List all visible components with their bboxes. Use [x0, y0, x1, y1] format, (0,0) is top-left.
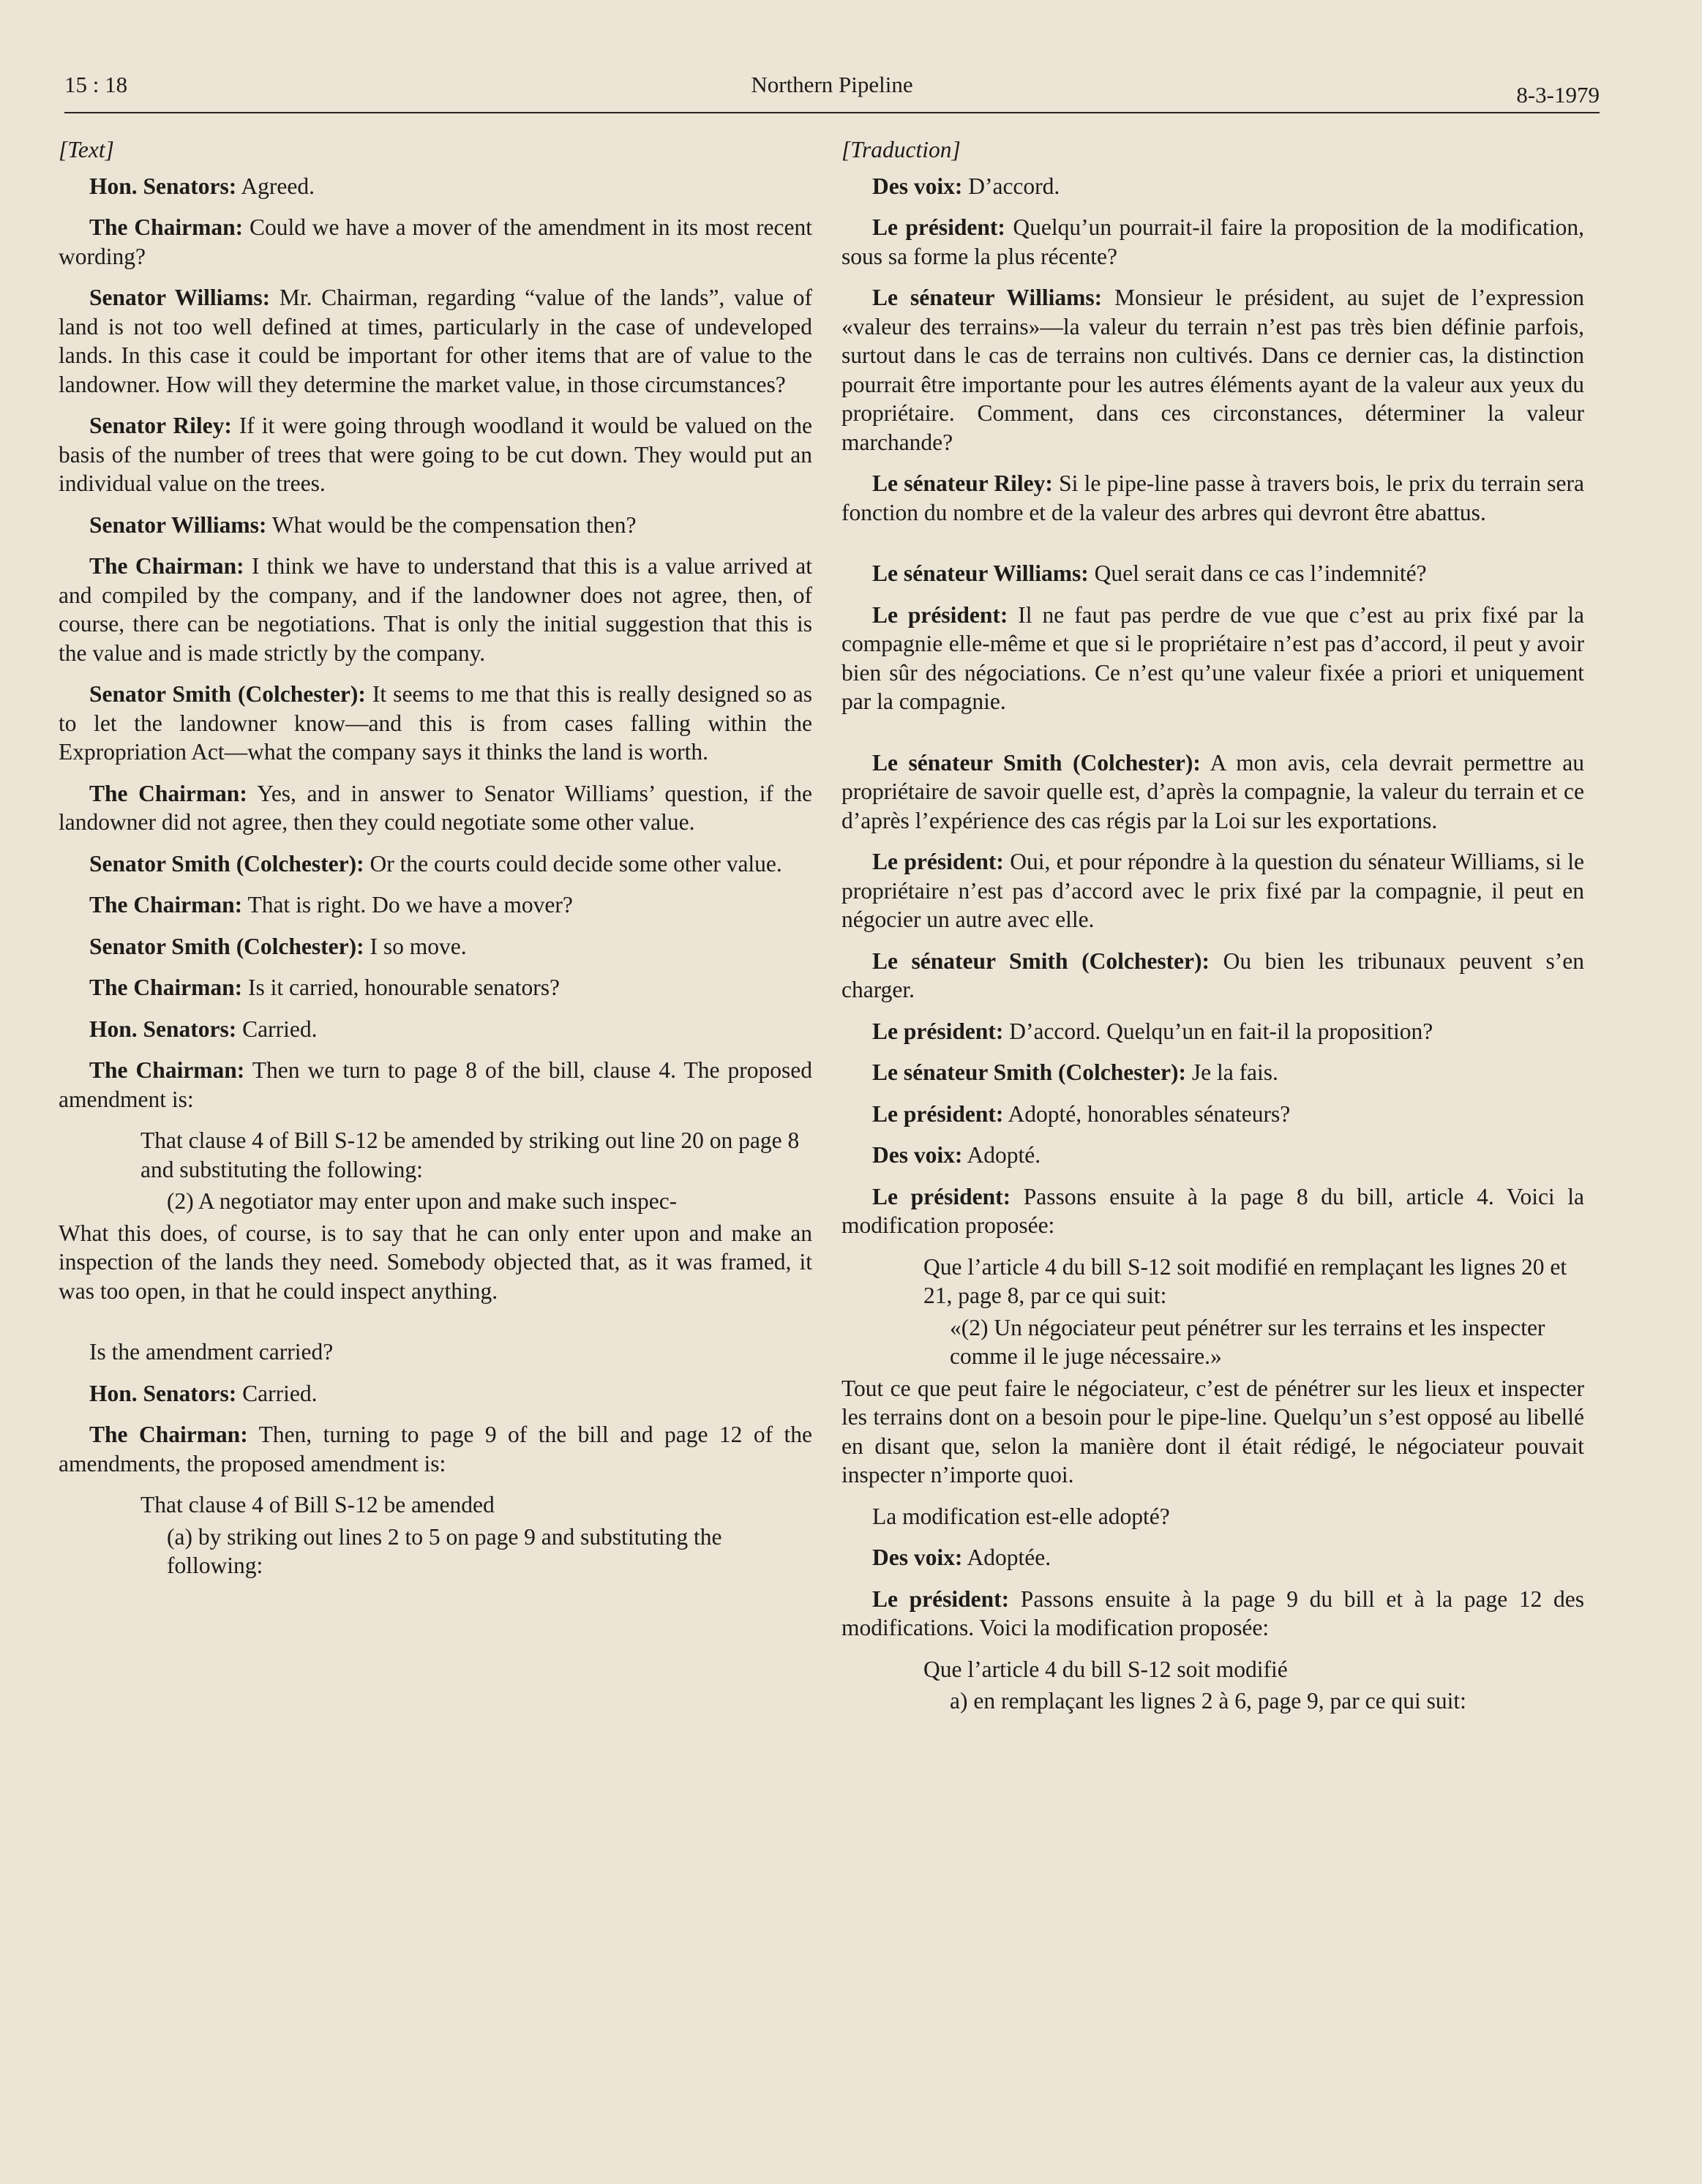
speech	[59, 511, 812, 540]
speaker: Le président:	[872, 214, 1005, 240]
speech	[59, 680, 812, 767]
speaker: Le président:	[872, 601, 1008, 628]
speech-text: Or the courts could decide some other value.	[370, 850, 782, 877]
speaker: The Chairman:	[89, 975, 243, 1000]
speaker: Senator Williams:	[89, 511, 267, 538]
speech-text: Carried.	[242, 1380, 318, 1406]
speech	[59, 779, 812, 837]
speech-text: Carried.	[242, 1016, 318, 1042]
speech	[841, 1058, 1584, 1087]
speech-text: Agreed.	[241, 173, 315, 199]
amendment-quote: Que l’article 4 du bill S-12 soit modifié en remplaçant les lignes 20 et 21, page 8, par ce qui suit:	[923, 1253, 1567, 1308]
running-title: Northern Pipeline	[751, 72, 913, 97]
speech-text: I so move.	[370, 933, 467, 959]
speaker: Le président:	[872, 1100, 1004, 1127]
speech-text: Could we have a mover of the amendment in its most recent wording?	[59, 214, 812, 269]
speaker: Le président:	[872, 849, 1004, 874]
page-number: 15 : 18	[64, 72, 128, 97]
speech-text: Adoptée.	[967, 1545, 1051, 1570]
speech-text: Yes, and in answer to Senator Williams’ question, if the landowner did not agree, then they could negotiate some other value.	[59, 780, 812, 835]
sitting-date: 8-3-1979	[1516, 82, 1600, 108]
speech-text: If it were going through woodland it would be valued on the basis of the number of trees that were going to be cut down. They would put an individual value on the trees.	[59, 413, 812, 496]
speech-text: Then we turn to page 8 of the bill, clause 4. The proposed amendment is:	[59, 1057, 813, 1112]
speaker: The Chairman:	[89, 553, 244, 579]
speech-text: Adopté.	[967, 1142, 1041, 1168]
amendment-quote: That clause 4 of Bill S-12 be amended by striking out line 20 on page 8 and substituting the following:	[140, 1127, 800, 1182]
speaker: Le sénateur Smith (Colchester):	[872, 947, 1210, 974]
speech	[59, 1379, 812, 1408]
speech	[59, 849, 812, 879]
speech	[841, 1182, 1584, 1240]
speech	[841, 172, 1584, 201]
speech	[59, 552, 812, 667]
speech	[59, 172, 812, 201]
speech	[59, 411, 812, 498]
speaker: Senator Smith (Colchester):	[89, 681, 366, 707]
speech-text: Il ne faut pas perdre de vue que c’est au prix fixé par la compagnie elle-même et que si le propriétaire n’est pas d’accord, il peut y avoir bien sûr des négociations. Ce n’est qu’une valeur fixée a priori et uniquement par la compagnie.	[841, 601, 1584, 714]
speaker: The Chairman:	[89, 1422, 248, 1447]
speech	[59, 1420, 812, 1478]
speech	[841, 1141, 1584, 1170]
amendment-subclause: (2) A negotiator may enter upon and make such inspec-	[167, 1188, 678, 1214]
speech	[841, 1543, 1584, 1572]
speaker: Le sénateur Williams:	[872, 285, 1103, 310]
speech-text: Monsieur le président, au sujet de l’expression «valeur des terrains»—la valeur du terrain n’est pas très bien définie parfois, surtout dans le cas de terrains non cultivés. Dans ce dernier cas, la distinction pourrait être importante pour les autres éléments ayant de la valeur aux yeux du propriétaire. Comment, dans ces circonstances, déterminer la valeur marchande?	[841, 285, 1585, 455]
speech	[841, 847, 1584, 934]
speaker: Hon. Senators:	[89, 1016, 237, 1042]
speaker: Senator Smith (Colchester):	[89, 850, 364, 877]
speech-text: Passons ensuite à la page 8 du bill, article 4. Voici la modification proposée:	[841, 1183, 1585, 1238]
speaker: Le président:	[872, 1018, 1004, 1044]
speech	[59, 973, 812, 1002]
speaker: Le sénateur Smith (Colchester):	[872, 1059, 1186, 1085]
speaker: Senator Smith (Colchester):	[89, 933, 364, 959]
speech-text: I think we have to understand that this is a value arrived at and compiled by the company, and if the landowner does not agree, then, of course, there can be negotiations. That is only the initial suggestion that this is the value and is made strictly by the company.	[59, 553, 813, 666]
page-header	[64, 67, 1600, 111]
speech	[841, 947, 1584, 1005]
speech	[841, 283, 1584, 457]
speaker: Le sénateur Smith (Colchester):	[872, 749, 1201, 776]
speech-text: Passons ensuite à la page 9 du bill et à la page 12 des modifications. Voici la modification proposée:	[841, 1586, 1585, 1640]
speech-text: Is it carried, honourable senators?	[248, 975, 560, 1000]
amendment-subclause: a) en remplaçant les lignes 2 à 6, page 9, par ce qui suit:	[950, 1688, 1466, 1714]
speaker: The Chairman:	[89, 1057, 245, 1083]
amendment-subclause: (a) by striking out lines 2 to 5 on page 9 and substituting the following:	[167, 1523, 722, 1578]
speaker: Le président:	[872, 1183, 1011, 1209]
speech	[841, 1100, 1584, 1129]
explanation: Tout ce que peut faire le négociateur, c’est de pénétrer sur les lieux et inspecter les terrains dont on a besoin pour le pipe-line. Quelqu’un s’est opposé au libellé en disant que, selon la manière dont il était rédigé, le négociateur pouvait inspecter n’importe quoi.	[841, 1375, 1584, 1487]
speaker: Senator Williams:	[89, 285, 271, 310]
speech	[841, 748, 1584, 836]
speaker: Des voix:	[872, 173, 963, 199]
speech	[59, 890, 812, 920]
speech	[841, 1017, 1584, 1046]
speech	[59, 283, 812, 399]
speech-text: It seems to me that this is really designed so as to let the landowner know—and this is from cases falling within the Expropriation Act—what the company says it thinks the land is worth.	[59, 681, 813, 765]
speech	[59, 932, 812, 961]
speech-text: What would be the compensation then?	[271, 511, 637, 538]
speech	[59, 1056, 812, 1114]
speech	[841, 213, 1584, 271]
speech-text: Quelqu’un pourrait-il faire la proposition de la modification, sous sa forme la plus récente?	[841, 214, 1585, 269]
speech	[841, 1585, 1584, 1643]
speech	[841, 559, 1584, 588]
speaker: Senator Riley:	[89, 413, 232, 438]
speech-text: Oui, et pour répondre à la question du sénateur Williams, si le propriétaire n’est pas d’accord avec le prix fixé par la compagnie, il peut en négocier un autre avec elle.	[841, 849, 1585, 932]
question: La modification est-elle adopté?	[872, 1503, 1170, 1529]
speech-text: Adopté, honorables sénateurs?	[1008, 1100, 1291, 1127]
speech-text: That is right. Do we have a mover?	[247, 892, 573, 917]
explanation: What this does, of course, is to say that he can only enter upon and make an inspection of the lands they need. Somebody objected that, as it was framed, it was too open, in that he could inspect anything.	[59, 1220, 812, 1304]
speech-text: Je la fais.	[1191, 1059, 1278, 1085]
speech	[59, 1015, 812, 1044]
speech	[841, 601, 1584, 716]
speaker: Des voix:	[872, 1545, 963, 1570]
speaker: Le président:	[872, 1586, 1010, 1612]
speech-text: A mon avis, cela devrait permettre au propriétaire de savoir quelle est, d’après la compagnie, la valeur du terrain et ce d’après l’expérience des cas régis par la Loi sur les exportations.	[841, 749, 1584, 833]
header-rule	[64, 112, 1600, 113]
speech-text: Quel serait dans ce cas l’indemnité?	[1094, 560, 1427, 586]
question: Is the amendment carried?	[89, 1339, 334, 1365]
french-column	[841, 135, 1584, 1719]
amendment-quote: That clause 4 of Bill S-12 be amended	[140, 1492, 495, 1517]
speaker: Le sénateur Riley:	[872, 470, 1053, 496]
amendment-quote: Que l’article 4 du bill S-12 soit modifié	[923, 1656, 1288, 1682]
speech	[841, 469, 1584, 527]
column-heading: [Text]	[59, 137, 114, 162]
speech-text: Ou bien les tribunaux peuvent s’en charger.	[841, 947, 1585, 1002]
speech	[59, 213, 812, 271]
speaker: Des voix:	[872, 1142, 963, 1168]
speech-text: Then, turning to page 9 of the bill and page 12 of the amendments, the proposed amendment is:	[59, 1422, 813, 1476]
speaker: The Chairman:	[89, 214, 244, 240]
english-column	[59, 135, 812, 1583]
speaker: The Chairman:	[89, 780, 247, 806]
speech-text: Si le pipe-line passe à travers bois, le prix du terrain sera fonction du nombre et de la valeur des arbres qui devront être abattus.	[841, 470, 1585, 525]
speech-text: D’accord.	[968, 173, 1060, 199]
amendment-subclause: «(2) Un négociateur peut pénétrer sur les terrains et les inspecter comme il le juge nécessaire.»	[950, 1314, 1545, 1369]
speaker: Le sénateur Williams:	[872, 560, 1089, 586]
column-heading: [Traduction]	[841, 137, 961, 162]
speaker: Hon. Senators:	[89, 173, 237, 199]
speaker: The Chairman:	[89, 892, 243, 917]
speech-text: D’accord. Quelqu’un en fait-il la proposition?	[1009, 1018, 1433, 1044]
speech-text: Mr. Chairman, regarding “value of the lands”, value of land is not too well defined at times, particularly in the case of undeveloped lands. In this case it could be important for other items that are of value to the landowner. How will they determine the market value, in those circumstances?	[59, 285, 813, 397]
speaker: Hon. Senators:	[89, 1380, 237, 1406]
